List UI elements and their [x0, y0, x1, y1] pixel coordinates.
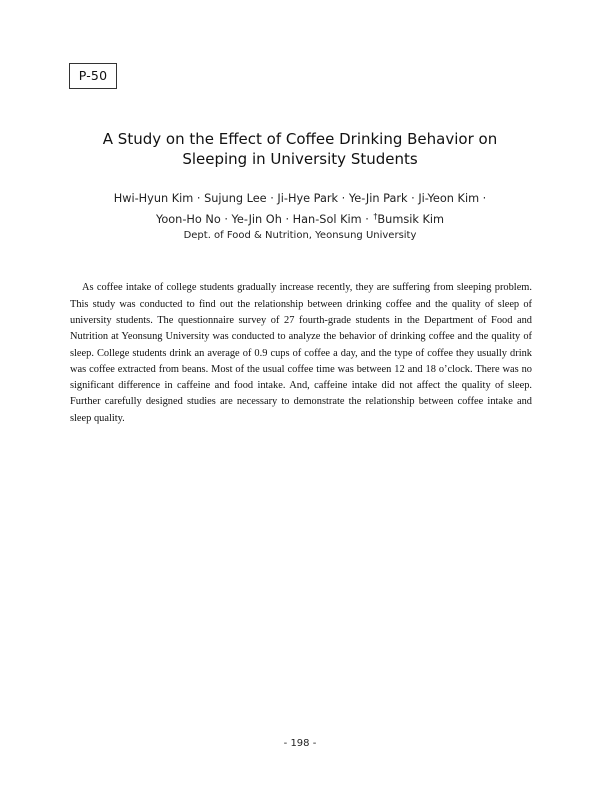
poster-id-box: P-50 — [69, 63, 117, 89]
title-line-2: Sleeping in University Students — [182, 149, 418, 168]
abstract-body: As coffee intake of college students gradually increase recently, they are suffering from sleeping problem. This study was conducted to find out the relationship between drinking coffee and the quality of sleep of university students. The questionnaire survey of 27 fourth-grade students in the Department of Food and Nutrition at Yeonsung University was conducted to analyze the behavior of drinking coffee and the quality of sleep. College students drink an average of 0.9 cups of coffee a day, and the type of coffee they usually drink was coffee extracted from beans. Most of the usual coffee time was between 12 and 18 o’clock. There was no significant difference in caffeine and food intake. And, caffeine intake did not affect the quality of sleep. Further carefully designed studies are necessary to demonstrate the relationship between coffee intake and sleep quality. — [70, 282, 532, 424]
corresponding-author-mark: † — [373, 212, 378, 221]
authors-line-2 — [40, 208, 560, 229]
title-line-1: A Study on the Effect of Coffee Drinking Behavior on — [102, 130, 498, 148]
authors-line-2-names: Yoon-Ho No · Ye-Jin Oh · Han-Sol Kim · — [155, 213, 373, 226]
page-number: - 198 - — [283, 738, 317, 749]
corresponding-author-name: Bumsik Kim — [377, 213, 445, 226]
authors-line-1: Hwi-Hyun Kim · Sujung Lee · Ji-Hye Park · Ye-Jin Park · Ji-Yeon Kim · — [113, 192, 487, 205]
paper-title — [60, 130, 540, 169]
affiliation: Dept. of Food & Nutrition, Yeonsung University — [183, 230, 417, 241]
author-list — [40, 190, 560, 229]
